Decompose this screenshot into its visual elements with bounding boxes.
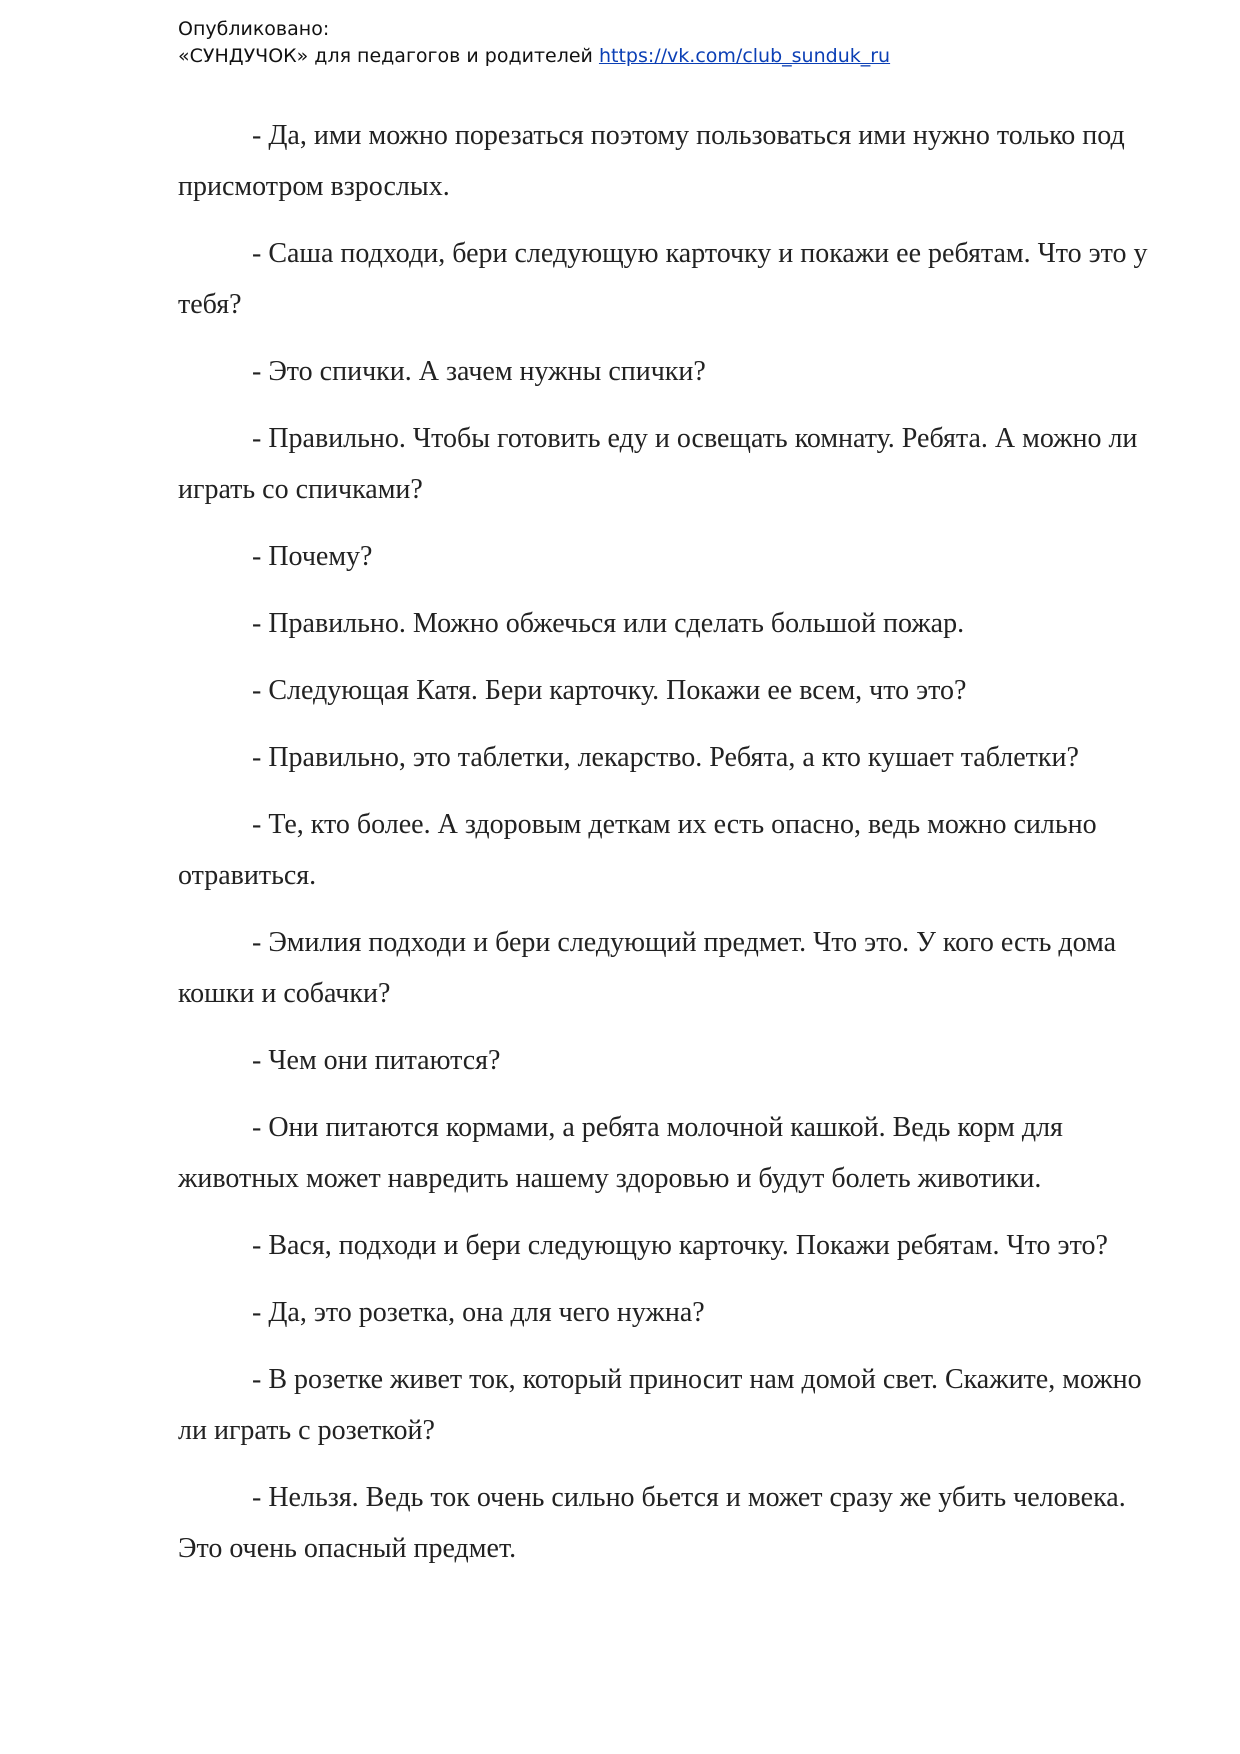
- paragraph: - Правильно, это таблетки, лекарство. Ребята, а кто кушает таблетки?: [252, 742, 1079, 773]
- paragraph: - Почему?: [252, 541, 373, 572]
- source-line: [178, 43, 1138, 70]
- paragraph: - В розетке живет ток, который приносит нам домой свет. Скажите, можно ли играть с розеткой?: [178, 1364, 1142, 1446]
- paragraph: - Те, кто более. А здоровым деткам их есть опасно, ведь можно сильно отравиться.: [178, 809, 1097, 891]
- paragraph: - Да, это розетка, она для чего нужна?: [252, 1297, 705, 1328]
- paragraph: - Вася, подходи и бери следующую карточку. Покажи ребятам. Что это?: [252, 1230, 1108, 1261]
- source-text: «СУНДУЧОК» для педагогов и родителей: [178, 45, 593, 67]
- paragraph: - Они питаются кормами, а ребята молочной кашкой. Ведь корм для животных может навредить нашему здоровью и будут болеть животики.: [178, 1112, 1063, 1194]
- paragraph: - Следующая Катя. Бери карточку. Покажи ее всем, что это?: [252, 675, 967, 706]
- paragraph: - Правильно. Можно обжечься или сделать большой пожар.: [252, 608, 965, 639]
- paragraph: - Нельзя. Ведь ток очень сильно бьется и может сразу же убить человека. Это очень опасный предмет.: [178, 1482, 1126, 1564]
- paragraph: - Чем они питаются?: [252, 1045, 501, 1076]
- paragraph: - Эмилия подходи и бери следующий предмет. Что это. У кого есть дома кошки и собачки?: [178, 927, 1117, 1009]
- document-body: [178, 110, 1148, 1590]
- paragraph: - Да, ими можно порезаться поэтому пользоваться ими нужно только под присмотром взрослых.: [178, 120, 1125, 202]
- published-label: Опубликовано:: [178, 18, 330, 40]
- source-link[interactable]: https://vk.com/club_sunduk_ru: [598, 45, 891, 67]
- paragraph: - Саша подходи, бери следующую карточку и покажи ее ребятам. Что это у тебя?: [178, 238, 1148, 320]
- paragraph: - Правильно. Чтобы готовить еду и освещать комнату. Ребята. А можно ли играть со спичками?: [178, 423, 1138, 505]
- publication-header: [178, 16, 1138, 70]
- paragraph: - Это спички. А зачем нужны спички?: [252, 356, 706, 387]
